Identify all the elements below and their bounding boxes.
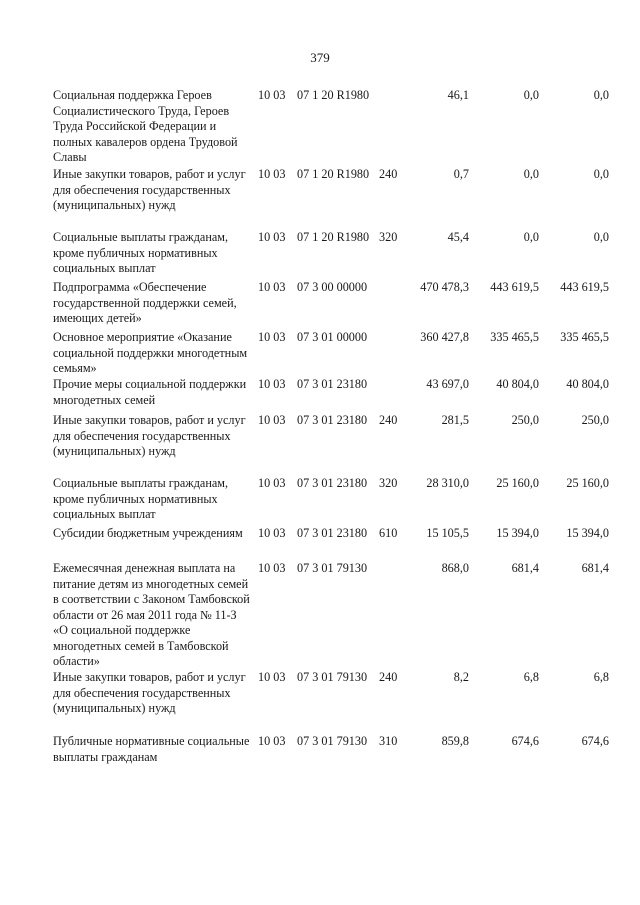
row-value-year2: 15 394,0 — [496, 526, 539, 540]
row-value-year1: 45,4 — [447, 230, 469, 244]
row-expense-type: 310 — [379, 734, 398, 748]
row-value-year1: 46,1 — [447, 88, 469, 102]
row-expense-type: 320 — [379, 476, 398, 490]
row-value-year1: 43 697,0 — [426, 377, 469, 391]
row-value-year3: 674,6 — [581, 734, 609, 748]
row-section: 10 03 — [258, 476, 286, 490]
row-expense-type: 240 — [379, 167, 398, 181]
row-value-year3: 0,0 — [593, 230, 609, 244]
row-value-year2: 25 160,0 — [496, 476, 539, 490]
row-value-year2: 681,4 — [511, 561, 539, 575]
row-expense-type: 610 — [379, 526, 398, 540]
page-number: 379 — [310, 50, 330, 65]
row-name: Социальные выплаты гражданам, кроме публичных нормативных социальных выплат — [53, 476, 229, 521]
row-name: Социальная поддержка Героев Социалистического Труда, Героев Труда Российской Федерации и полных кавалеров ордена Трудовой Славы — [53, 88, 238, 164]
row-value-year3: 0,0 — [593, 167, 609, 181]
row-value-year3: 15 394,0 — [566, 526, 609, 540]
row-name: Субсидии бюджетным учреждениям — [53, 526, 243, 540]
row-target-article: 07 3 01 00000 — [297, 330, 368, 344]
row-target-article: 07 1 20 R1980 — [297, 88, 370, 102]
row-section: 10 03 — [258, 167, 286, 181]
row-name: Публичные нормативные социальные выплаты гражданам — [53, 734, 250, 764]
row-name: Социальные выплаты гражданам, кроме публичных нормативных социальных выплат — [53, 230, 229, 275]
row-value-year2: 0,0 — [523, 167, 539, 181]
row-target-article: 07 3 01 79130 — [297, 561, 368, 575]
row-target-article: 07 3 01 79130 — [297, 734, 368, 748]
row-name: Подпрограмма «Обеспечение государственной поддержки семей, имеющих детей» — [53, 280, 237, 325]
row-name: Иные закупки товаров, работ и услуг для обеспечения государственных (муниципальных) нужд — [53, 670, 246, 715]
row-value-year2: 335 465,5 — [490, 330, 539, 344]
row-target-article: 07 3 01 23180 — [297, 413, 368, 427]
row-expense-type: 240 — [379, 670, 398, 684]
row-value-year1: 470 478,3 — [420, 280, 469, 294]
row-value-year3: 443 619,5 — [560, 280, 609, 294]
row-target-article: 07 3 01 23180 — [297, 476, 368, 490]
row-value-year2: 250,0 — [511, 413, 539, 427]
row-value-year1: 859,8 — [441, 734, 469, 748]
row-value-year2: 443 619,5 — [490, 280, 539, 294]
row-name: Ежемесячная денежная выплата на питание детям из многодетных семей в соответствии с Законом Тамбовской области от 26 мая 2011 года № 11-З «О социальной поддержке многодетных семей в Тамбовской области» — [53, 561, 250, 668]
row-target-article: 07 3 00 00000 — [297, 280, 368, 294]
row-section: 10 03 — [258, 670, 286, 684]
row-target-article: 07 3 01 23180 — [297, 377, 368, 391]
row-name: Основное мероприятие «Оказание социальной поддержки многодетным семьям» — [53, 330, 248, 375]
row-value-year3: 0,0 — [593, 88, 609, 102]
row-value-year2: 674,6 — [511, 734, 539, 748]
row-expense-type: 320 — [379, 230, 398, 244]
row-name: Иные закупки товаров, работ и услуг для обеспечения государственных (муниципальных) нужд — [53, 167, 246, 212]
row-section: 10 03 — [258, 280, 286, 294]
row-value-year3: 681,4 — [581, 561, 609, 575]
row-value-year2: 0,0 — [523, 88, 539, 102]
row-value-year1: 360 427,8 — [420, 330, 469, 344]
row-value-year1: 281,5 — [441, 413, 469, 427]
row-value-year3: 250,0 — [581, 413, 609, 427]
row-value-year2: 6,8 — [523, 670, 539, 684]
row-value-year3: 335 465,5 — [560, 330, 609, 344]
row-value-year2: 0,0 — [523, 230, 539, 244]
row-target-article: 07 1 20 R1980 — [297, 230, 370, 244]
row-value-year1: 15 105,5 — [426, 526, 469, 540]
row-expense-type: 240 — [379, 413, 398, 427]
row-section: 10 03 — [258, 230, 286, 244]
row-target-article: 07 3 01 79130 — [297, 670, 368, 684]
row-name: Иные закупки товаров, работ и услуг для обеспечения государственных (муниципальных) нужд — [53, 413, 246, 458]
row-section: 10 03 — [258, 377, 286, 391]
row-section: 10 03 — [258, 734, 286, 748]
row-section: 10 03 — [258, 88, 286, 102]
row-value-year2: 40 804,0 — [496, 377, 539, 391]
row-section: 10 03 — [258, 561, 286, 575]
row-section: 10 03 — [258, 413, 286, 427]
row-target-article: 07 1 20 R1980 — [297, 167, 370, 181]
row-value-year1: 28 310,0 — [426, 476, 469, 490]
row-value-year3: 40 804,0 — [566, 377, 609, 391]
row-target-article: 07 3 01 23180 — [297, 526, 368, 540]
row-value-year1: 868,0 — [441, 561, 469, 575]
row-value-year1: 8,2 — [453, 670, 469, 684]
row-section: 10 03 — [258, 526, 286, 540]
row-value-year3: 6,8 — [593, 670, 609, 684]
row-name: Прочие меры социальной поддержки многодетных семей — [53, 377, 247, 407]
row-value-year1: 0,7 — [453, 167, 469, 181]
row-value-year3: 25 160,0 — [566, 476, 609, 490]
row-section: 10 03 — [258, 330, 286, 344]
